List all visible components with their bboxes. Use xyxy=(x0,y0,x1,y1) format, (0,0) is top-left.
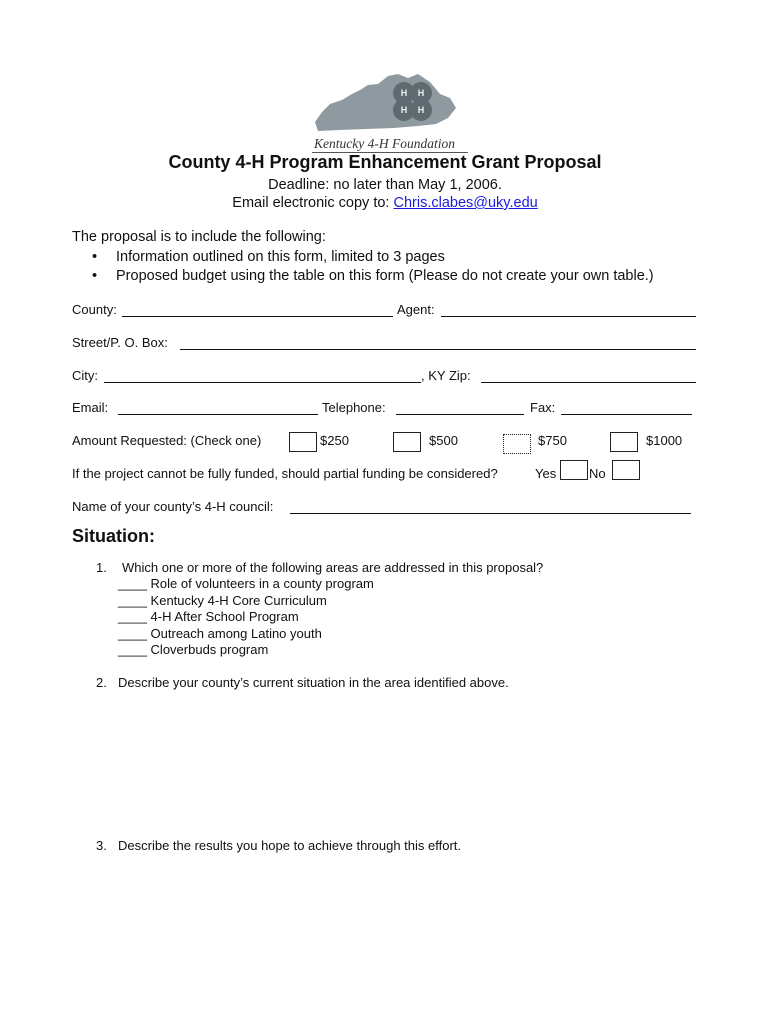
city-label: City: xyxy=(72,368,98,383)
email-link[interactable]: Chris.clabes@uky.edu xyxy=(393,195,538,211)
email-prefix: Email electronic copy to: xyxy=(232,195,390,211)
agent-input-line[interactable] xyxy=(441,316,696,317)
amount-250-label: $250 xyxy=(320,433,349,448)
area-blank[interactable]: ____ xyxy=(118,626,147,641)
fax-label: Fax: xyxy=(530,400,556,415)
amount-label: Amount Requested: (Check one) xyxy=(72,433,262,448)
county-input-line[interactable] xyxy=(122,316,393,317)
area-blank[interactable]: ____ xyxy=(118,609,147,624)
agent-label: Agent: xyxy=(397,302,435,317)
email-instruction xyxy=(0,195,770,211)
amount-1000-label: $1000 xyxy=(646,433,683,448)
question-2-number: 2. xyxy=(96,675,107,690)
kentucky-state-clover-icon xyxy=(300,68,470,140)
area-blank[interactable]: ____ xyxy=(118,576,147,591)
area-blank[interactable]: ____ xyxy=(118,593,147,608)
council-label: Name of your county’s 4-H council: xyxy=(72,499,274,514)
situation-heading: Situation: xyxy=(72,526,155,546)
amount-500-label: $500 xyxy=(429,433,458,448)
foundation-logo xyxy=(300,68,470,156)
area-item[interactable]: ____ Outreach among Latino youth xyxy=(118,626,322,641)
amount-500-checkbox[interactable] xyxy=(393,432,421,452)
page-title: County 4-H Program Enhancement Grant Proposal xyxy=(168,152,602,172)
partial-yes-checkbox[interactable] xyxy=(560,460,588,480)
council-input-line[interactable] xyxy=(290,513,691,514)
svg-text:H: H xyxy=(417,88,425,98)
question-1-text: Which one or more of the following areas are addressed in this proposal? xyxy=(122,560,544,575)
question-3-text: Describe the results you hope to achieve through this effort. xyxy=(118,838,462,853)
logo-text: Kentucky 4-H Foundation xyxy=(314,136,455,151)
partial-funding-question: If the project cannot be fully funded, should partial funding be considered? xyxy=(72,466,498,481)
state-zip-label: , KY Zip: xyxy=(421,368,471,383)
bullet-item: • Proposed budget using the table on this form (Please do not create your own table.) xyxy=(92,268,654,284)
email-label: Email: xyxy=(72,400,109,415)
amount-1000-checkbox[interactable] xyxy=(610,432,638,452)
area-blank[interactable]: ____ xyxy=(118,642,147,657)
area-item[interactable]: ____ Cloverbuds program xyxy=(118,642,269,657)
email-input-line[interactable] xyxy=(118,414,318,415)
amount-750-label: $750 xyxy=(538,433,567,448)
telephone-input-line[interactable] xyxy=(396,414,524,415)
area-item[interactable]: ____ Role of volunteers in a county program xyxy=(118,576,374,591)
partial-no-checkbox[interactable] xyxy=(612,460,640,480)
svg-text:H: H xyxy=(400,105,408,115)
amount-750-checkbox[interactable] xyxy=(503,434,531,454)
question-1-number: 1. xyxy=(96,560,107,575)
bullet-icon: • xyxy=(92,268,98,284)
zip-input-line[interactable] xyxy=(481,382,696,383)
county-label: County: xyxy=(72,302,117,317)
area-item[interactable]: ____ 4-H After School Program xyxy=(118,609,299,624)
partial-yes-label: Yes xyxy=(535,466,557,481)
question-2-text: Describe your county’s current situation in the area identified above. xyxy=(118,675,509,690)
deadline-text: Deadline: no later than May 1, 2006. xyxy=(268,177,502,193)
partial-no-label: No xyxy=(589,466,606,481)
telephone-label: Telephone: xyxy=(322,400,386,415)
city-input-line[interactable] xyxy=(104,382,421,383)
bullet-item: • Information outlined on this form, limited to 3 pages xyxy=(92,249,445,265)
amount-250-checkbox[interactable] xyxy=(289,432,317,452)
street-input-line[interactable] xyxy=(180,349,696,350)
svg-text:H: H xyxy=(400,88,408,98)
intro-lead: The proposal is to include the following: xyxy=(72,229,326,245)
area-item[interactable]: ____ Kentucky 4-H Core Curriculum xyxy=(118,593,327,608)
street-label: Street/P. O. Box: xyxy=(72,335,168,350)
fax-input-line[interactable] xyxy=(561,414,692,415)
question-3-number: 3. xyxy=(96,838,107,853)
bullet-icon: • xyxy=(92,249,98,265)
svg-text:H: H xyxy=(417,105,425,115)
